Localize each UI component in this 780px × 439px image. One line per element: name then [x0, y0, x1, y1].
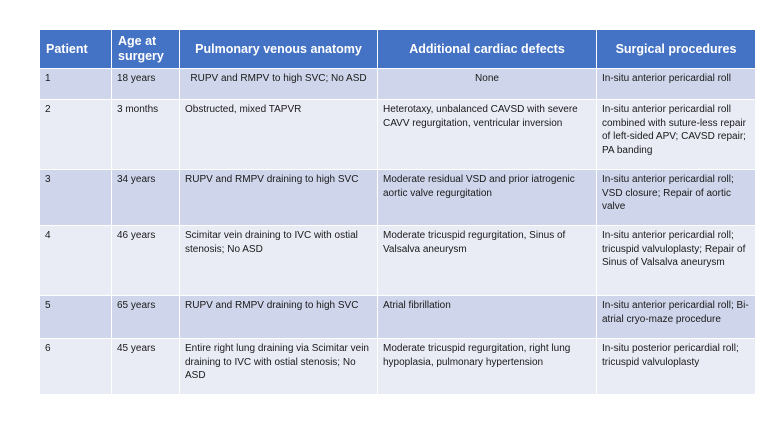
- header-row: [40, 30, 756, 69]
- cell-procedures: In-situ anterior pericardial roll; VSD closure; Repair of aortic valve: [597, 170, 756, 226]
- cell-anatomy: RUPV and RMPV draining to high SVC: [180, 170, 378, 226]
- cell-age: 3 months: [112, 100, 180, 170]
- cell-patient: 4: [40, 226, 112, 296]
- cell-procedures: In-situ anterior pericardial roll: [597, 69, 756, 100]
- cell-patient: 2: [40, 100, 112, 170]
- cell-age: 46 years: [112, 226, 180, 296]
- header-patient: Patient: [40, 30, 112, 69]
- cell-anatomy: RUPV and RMPV to high SVC; No ASD: [180, 69, 378, 100]
- table-row: [40, 339, 756, 395]
- cell-patient: 5: [40, 296, 112, 339]
- cell-procedures: In-situ anterior pericardial roll; tricuspid valvuloplasty; Repair of Sinus of Valsalva aneurysm: [597, 226, 756, 296]
- cell-procedures: In-situ anterior pericardial roll combined with suture-less repair of left-sided APV; CAVSD repair; PA banding: [597, 100, 756, 170]
- cell-defects: Heterotaxy, unbalanced CAVSD with severe CAVV regurgitation, ventricular inversion: [378, 100, 597, 170]
- cell-defects: Moderate residual VSD and prior iatrogenic aortic valve regurgitation: [378, 170, 597, 226]
- table-row: [40, 100, 756, 170]
- header-defects: Additional cardiac defects: [378, 30, 597, 69]
- cell-patient: 6: [40, 339, 112, 395]
- cell-defects: Moderate tricuspid regurgitation, Sinus of Valsalva aneurysm: [378, 226, 597, 296]
- cell-defects: Atrial fibrillation: [378, 296, 597, 339]
- table-row: [40, 296, 756, 339]
- table-row: [40, 69, 756, 100]
- cell-age: 65 years: [112, 296, 180, 339]
- cell-age: 18 years: [112, 69, 180, 100]
- cell-defects: Moderate tricuspid regurgitation, right lung hypoplasia, pulmonary hypertension: [378, 339, 597, 395]
- cell-procedures: In-situ anterior pericardial roll; Bi-atrial cryo-maze procedure: [597, 296, 756, 339]
- header-age: Age at surgery: [112, 30, 180, 69]
- cell-anatomy: RUPV and RMPV draining to high SVC: [180, 296, 378, 339]
- cell-procedures: In-situ posterior pericardial roll; tricuspid valvuloplasty: [597, 339, 756, 395]
- cell-anatomy: Obstructed, mixed TAPVR: [180, 100, 378, 170]
- table-row: [40, 170, 756, 226]
- header-procedures: Surgical procedures: [597, 30, 756, 69]
- header-anatomy: Pulmonary venous anatomy: [180, 30, 378, 69]
- cell-age: 34 years: [112, 170, 180, 226]
- table-row: [40, 226, 756, 296]
- cell-patient: 1: [40, 69, 112, 100]
- patient-table: [39, 29, 756, 395]
- cell-age: 45 years: [112, 339, 180, 395]
- cell-patient: 3: [40, 170, 112, 226]
- cell-defects: None: [378, 69, 597, 100]
- cell-anatomy: Entire right lung draining via Scimitar vein draining to IVC with ostial stenosis; No ASD: [180, 339, 378, 395]
- cell-anatomy: Scimitar vein draining to IVC with ostial stenosis; No ASD: [180, 226, 378, 296]
